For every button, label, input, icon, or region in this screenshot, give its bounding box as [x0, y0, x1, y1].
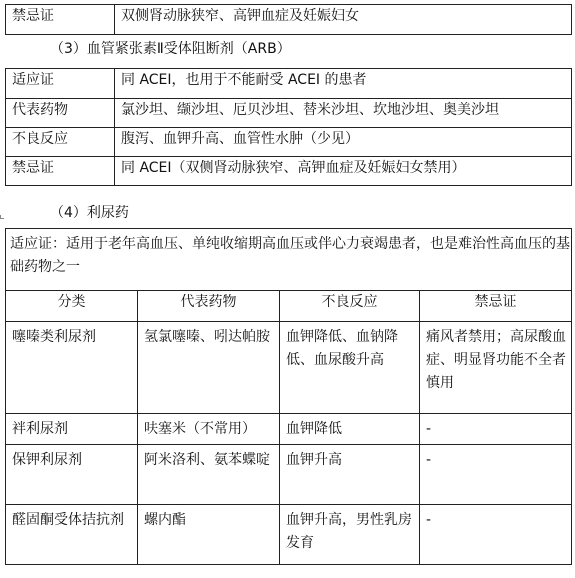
row-label: 适应证 [6, 69, 115, 99]
row-value: 氯沙坦、缬沙坦、厄贝沙坦、替米沙坦、坎地沙坦、奥美沙坦 [115, 99, 572, 128]
column-header: 不良反应 [280, 291, 420, 322]
table-row [6, 414, 572, 445]
adverse-cell: 血钾升高，男性乳房发育 [280, 505, 420, 565]
adverse-cell: 血钾降低、血钠降低、血尿酸升高 [280, 322, 420, 414]
contra-cell: 痛风者禁用；高尿酸血症、明显肾功能不全者慎用 [420, 322, 572, 414]
column-header: 禁忌证 [420, 291, 572, 322]
indication-note: 适应证：适用于老年高血压、单纯收缩期高血压或伴心力衰竭患者，也是难治性高血压的基础药物之一 [6, 229, 572, 291]
column-header: 代表药物 [138, 291, 280, 322]
section-heading-diuretics: （4）利尿药 [50, 205, 129, 221]
table-row [6, 229, 572, 291]
table-row [6, 99, 572, 128]
table-row [6, 322, 572, 414]
table-header-row [6, 291, 572, 322]
contraindication-table-acei [5, 4, 572, 35]
drugs-cell: 螺内酯 [138, 505, 280, 565]
row-label: 不良反应 [6, 128, 115, 157]
table-row [6, 69, 572, 99]
table-row [6, 157, 572, 186]
row-value: 同 ACEI，也用于不能耐受 ACEI 的患者 [115, 69, 572, 99]
table-row [6, 505, 572, 565]
row-label: 禁忌证 [6, 5, 115, 35]
row-value: 同 ACEI（双侧肾动脉狭窄、高钾血症及妊娠妇女禁用） [115, 157, 572, 186]
row-value: 腹泻、血钾升高、血管性水肿（少见） [115, 128, 572, 157]
row-label: 代表药物 [6, 99, 115, 128]
adverse-cell: 血钾降低 [280, 414, 420, 445]
category-cell: 噻嗪类利尿剂 [6, 322, 138, 414]
row-label: 禁忌证 [6, 157, 115, 186]
adverse-cell: 血钾升高 [280, 445, 420, 505]
contra-cell: - [420, 505, 572, 565]
diuretics-table [5, 228, 572, 565]
column-header: 分类 [6, 291, 138, 322]
drugs-cell: 阿米洛利、氨苯蝶啶 [138, 445, 280, 505]
arb-table [5, 68, 572, 186]
contra-cell: - [420, 414, 572, 445]
table-row [6, 128, 572, 157]
table-row [6, 445, 572, 505]
category-cell: 醛固酮受体拮抗剂 [6, 505, 138, 565]
contra-cell: - [420, 445, 572, 505]
drugs-cell: 氢氯噻嗪、吲达帕胺 [138, 322, 280, 414]
drugs-cell: 呋塞米（不常用） [138, 414, 280, 445]
category-cell: 袢利尿剂 [6, 414, 138, 445]
table-row [6, 5, 572, 35]
category-cell: 保钾利尿剂 [6, 445, 138, 505]
row-value: 双侧肾动脉狭窄、高钾血症及妊娠妇女 [115, 5, 572, 35]
paragraph-mark [0, 215, 4, 219]
section-heading-arb: （3）血管紧张素Ⅱ受体阻断剂（ARB） [50, 41, 291, 57]
